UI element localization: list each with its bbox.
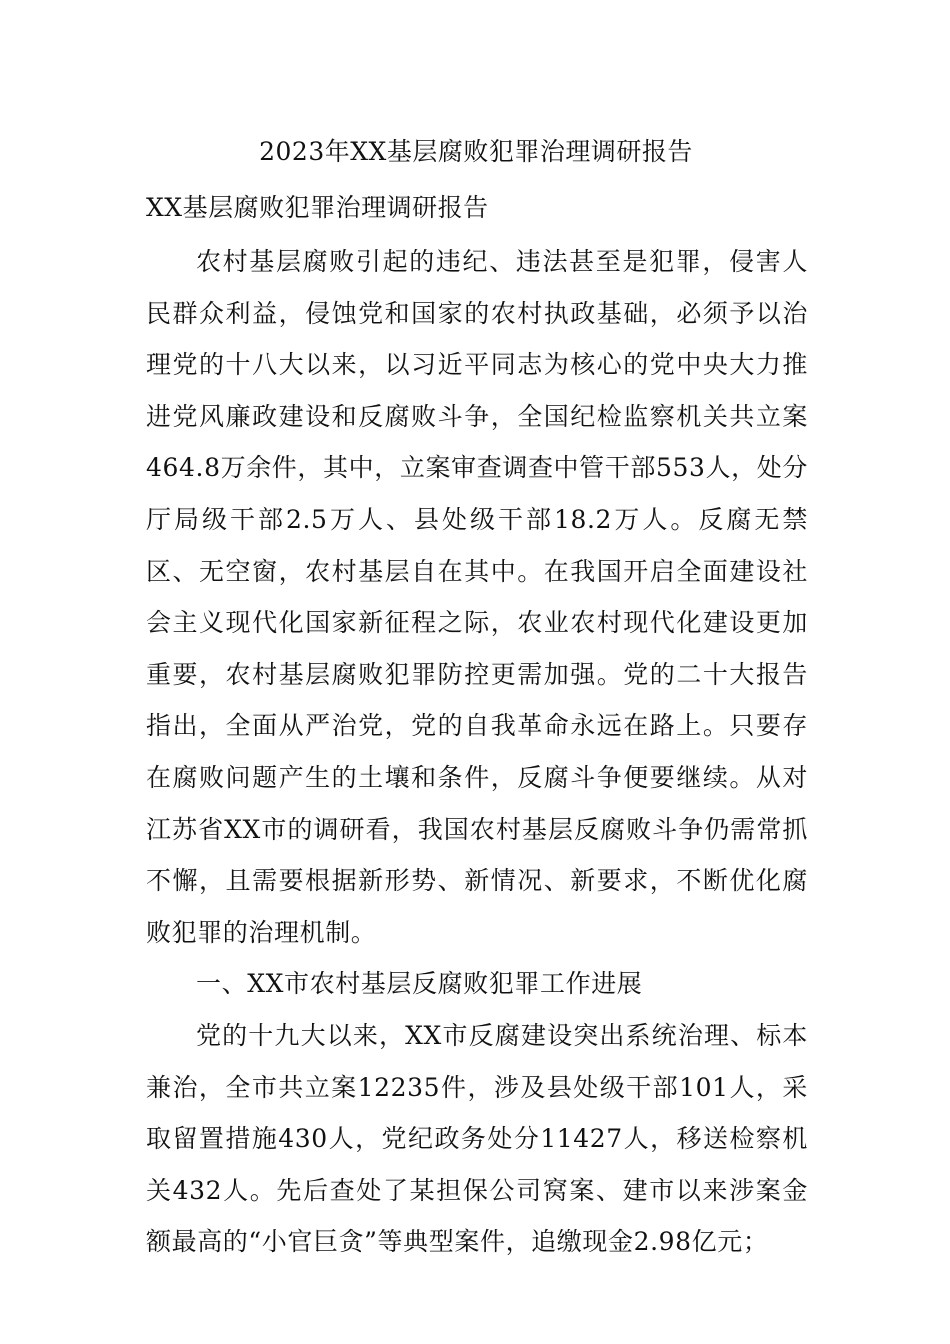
section-paragraph: 党的十九大以来，XX市反腐建设突出系统治理、标本兼治，全市共立案12235件，涉及县处级干部101人，采取留置措施430人，党纪政务处分11427人，移送检察机关432人。先后查处了某担保公司窝案、建市以来涉案金额最高的“小官巨贪”等典型案件，追缴现金2.98亿元； — [146, 1020, 808, 1257]
document-body — [146, 236, 808, 1268]
intro-paragraph: 农村基层腐败引起的违纪、违法甚至是犯罪，侵害人民群众利益，侵蚀党和国家的农村执政基础，必须予以治理党的十八大以来，以习近平同志为核心的党中央大力推进党风廉政建设和反腐败斗争，全国纪检监察机关共立案464.8万余件，其中，立案审查调查中管干部553人，处分厅局级干部2.5万人、县处级干部18.2万人。反腐无禁区、无空窗，农村基层自在其中。在我国开启全面建设社会主义现代化国家新征程之际，农业农村现代化建设更加重要，农村基层腐败犯罪防控更需加强。党的二十大报告指出，全面从严治党，党的自我革命永远在路上。只要存在腐败问题产生的土壤和条件，反腐斗争便要继续。从对江苏省XX市的调研看，我国农村基层反腐败斗争仍需常抓不懈，且需要根据新形势、新情况、新要求，不断优化腐败犯罪的治理机制。 — [146, 247, 808, 947]
document-title: 2023年XX基层腐败犯罪治理调研报告 — [259, 137, 693, 166]
document-subtitle: XX基层腐败犯罪治理调研报告 — [146, 193, 489, 222]
section-heading: 一、XX市农村基层反腐败犯罪工作进展 — [196, 969, 643, 999]
